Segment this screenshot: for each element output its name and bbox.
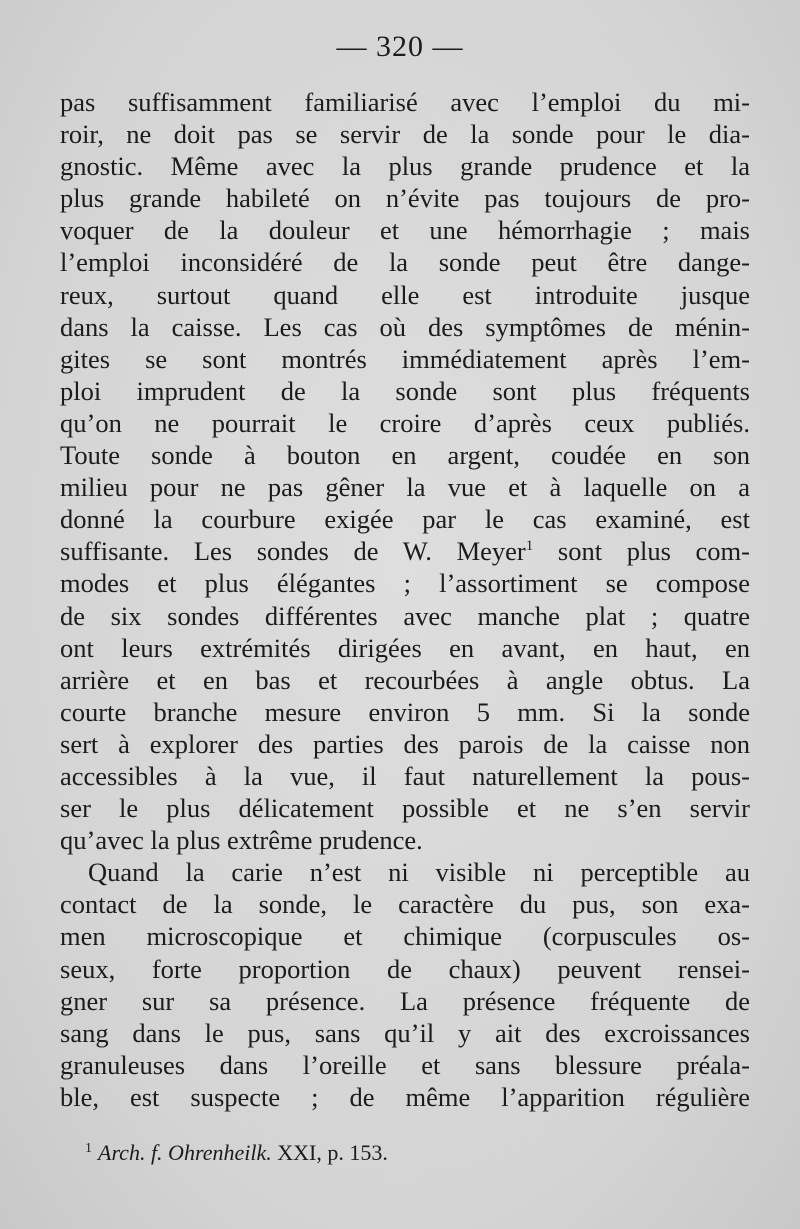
footnote-reference: 1 [525,538,534,555]
paragraph-start-line: Quand la carie n’est ni visible ni perceptible au [88,857,750,888]
text-line: roir, ne doit pas se servir de la sonde pour le dia- [60,119,750,150]
text-line: ont leurs extrémités dirigées en avant, en haut, en [60,632,750,663]
text-line: modes et plus élégantes ; l’assortiment se compose [60,568,750,599]
text-line: donné la courbure exigée par le cas examiné, est [60,504,750,535]
text-line: gnostic. Même avec la plus grande prudence et la [60,151,750,182]
footnote-mark: 1 [85,1140,92,1156]
text-line: ploi imprudent de la sonde sont plus fréquents [60,375,750,406]
text-line: voquer de la douleur et une hémorrhagie ; mais [60,215,750,246]
text-line: gner sur sa présence. La présence fréquente de [60,985,750,1016]
text-line: granuleuses dans l’oreille et sans blessure préala- [60,1049,750,1080]
text-line: pas suffisamment familiarisé avec l’emploi du mi- [60,87,750,117]
text-line: reux, surtout quand elle est introduite jusque [60,279,750,310]
page-number: — 320 — [336,30,464,63]
text-line: arrière et en bas et recourbées à angle obtus. La [60,664,750,695]
text-line: contact de la sonde, le caractère du pus, son exa- [60,889,750,920]
text-line: accessibles à la vue, il faut naturellement la pous- [60,760,750,791]
text-segment: suffisante. Les sondes de W. Meyer [60,536,526,567]
text-line: gites se sont montrés immédiatement après l’em- [60,343,750,374]
text-line: men microscopique et chimique (corpuscules os- [60,921,750,952]
text-line: Toute sonde à bouton en argent, coudée en son [60,440,750,471]
footnote-source: Arch. f. Ohrenheilk. [98,1140,272,1165]
text-line: qu’on ne pourrait le croire d’après ceux publiés. [60,407,750,438]
text-line: ble, est suspecte ; de même l’apparition régulière [60,1081,750,1112]
footnote [85,1140,388,1166]
text-line: dans la caisse. Les cas où des symptômes de ménin- [60,311,750,342]
text-line: sang dans le pus, sans qu’il y ait des excroissances [60,1017,750,1048]
body-text [60,86,750,1113]
text-line-with-footnote [60,535,750,567]
text-line: milieu pour ne pas gêner la vue et à laquelle on a [60,472,750,503]
text-line: plus grande habileté on n’évite pas toujours de pro- [60,183,750,214]
text-line: seux, forte proportion de chaux) peuvent rensei- [60,953,750,984]
paragraph-end-line: qu’avec la plus extrême prudence. [60,825,423,856]
text-line: sert à explorer des parties des parois de la caisse non [60,728,750,759]
text-segment: sont plus com- [557,536,750,567]
text-line: l’emploi inconsidéré de la sonde peut être dange- [60,247,750,278]
text-line: de six sondes différentes avec manche plat ; quatre [60,600,750,631]
text-line: courte branche mesure environ 5 mm. Si la sonde [60,696,750,727]
footnote-reference-text: XXI, p. 153. [277,1140,388,1165]
text-line: ser le plus délicatement possible et ne s’en servir [60,793,750,824]
